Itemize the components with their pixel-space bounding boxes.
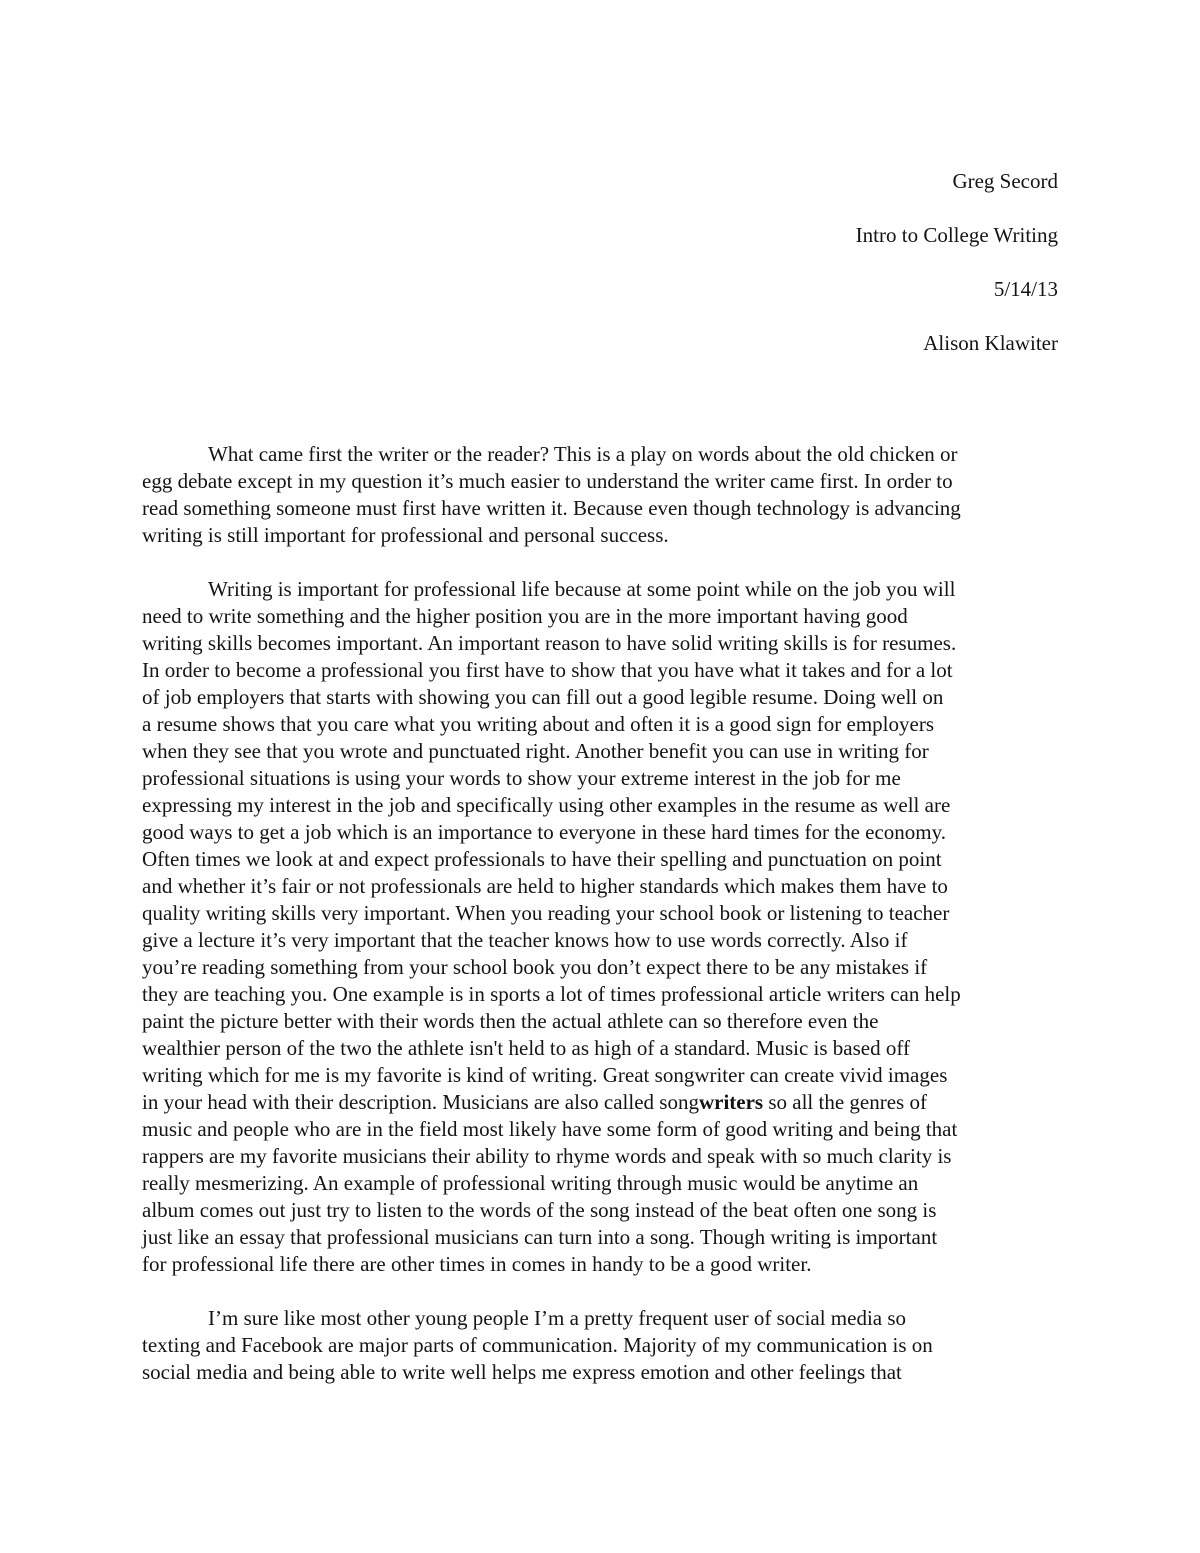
text-line: just like an essay that professional musicians can turn into a song. Though writing is important — [142, 1225, 938, 1249]
text-line: egg debate except in my question it’s much easier to understand the writer came first. In order to — [142, 469, 953, 493]
text-line: a resume shows that you care what you writing about and often it is a good sign for employers — [142, 712, 934, 736]
text-line: they are teaching you. One example is in sports a lot of times professional article writers can help — [142, 982, 961, 1006]
text-line: Often times we look at and expect professionals to have their spelling and punctuation on point — [142, 847, 942, 871]
author-name: Greg Secord — [952, 169, 1058, 193]
text-line: and whether it’s fair or not professionals are held to higher standards which makes them have to — [142, 874, 948, 898]
paragraph-professional — [142, 576, 1060, 1278]
text-line: give a lecture it’s very important that the teacher knows how to use words correctly. Also if — [142, 928, 908, 952]
text-line: social media and being able to write well helps me express emotion and other feelings that — [142, 1360, 902, 1384]
text-run: in your head with their description. Musicians are also called song — [142, 1090, 699, 1114]
bold-emphasis: writers — [698, 1090, 764, 1114]
text-line-songwriters — [142, 1089, 1060, 1116]
text-line: when they see that you wrote and punctuated right. Another benefit you can use in writing for — [142, 739, 929, 763]
paragraph-intro — [142, 441, 1060, 549]
text-line: rappers are my favorite musicians their ability to rhyme words and speak with so much clarity is — [142, 1144, 952, 1168]
text-line: you’re reading something from your school book you don’t expect there to be any mistakes if — [142, 955, 928, 979]
text-line: writing is still important for professional and personal success. — [142, 523, 669, 547]
paragraph-personal — [142, 1305, 1060, 1386]
essay-body — [142, 441, 1060, 1413]
text-line: professional situations is using your words to show your extreme interest in the job for me — [142, 766, 901, 790]
text-line: wealthier person of the two the athlete isn't held to as high of a standard. Music is based off — [142, 1036, 910, 1060]
text-line: need to write something and the higher position you are in the more important having good — [142, 604, 908, 628]
date: 5/14/13 — [993, 277, 1058, 301]
course-name: Intro to College Writing — [855, 223, 1058, 247]
instructor-name: Alison Klawiter — [923, 331, 1058, 355]
text-line: paint the picture better with their words then the actual athlete can so therefore even the — [142, 1009, 879, 1033]
text-line: quality writing skills very important. When you reading your school book or listening to teacher — [142, 901, 950, 925]
text-line: really mesmerizing. An example of professional writing through music would be anytime an — [142, 1171, 919, 1195]
text-line: read something someone must first have written it. Because even though technology is advancing — [142, 496, 961, 520]
text-line: expressing my interest in the job and specifically using other examples in the resume as well are — [142, 793, 951, 817]
text-line: In order to become a professional you first have to show that you have what it takes and for a lot — [142, 658, 953, 682]
text-line: Writing is important for professional life because at some point while on the job you will — [208, 577, 956, 601]
text-line: of job employers that starts with showing you can fill out a good legible resume. Doing well on — [142, 685, 944, 709]
text-line: album comes out just try to listen to the words of the song instead of the beat often one song is — [142, 1198, 937, 1222]
heading-block — [856, 168, 1058, 384]
text-line: I’m sure like most other young people I’m a pretty frequent user of social media so — [208, 1306, 907, 1330]
text-line: writing which for me is my favorite is kind of writing. Great songwriter can create vivid images — [142, 1063, 948, 1087]
text-line: music and people who are in the field most likely have some form of good writing and being that — [142, 1117, 958, 1141]
text-line: writing skills becomes important. An important reason to have solid writing skills is for resumes. — [142, 631, 957, 655]
text-line: for professional life there are other times in comes in handy to be a good writer. — [142, 1252, 812, 1276]
text-line: texting and Facebook are major parts of communication. Majority of my communication is on — [142, 1333, 933, 1357]
text-line: good ways to get a job which is an importance to everyone in these hard times for the economy. — [142, 820, 946, 844]
text-line: What came first the writer or the reader? This is a play on words about the old chicken or — [208, 442, 958, 466]
text-run: so all the genres of — [763, 1090, 927, 1114]
